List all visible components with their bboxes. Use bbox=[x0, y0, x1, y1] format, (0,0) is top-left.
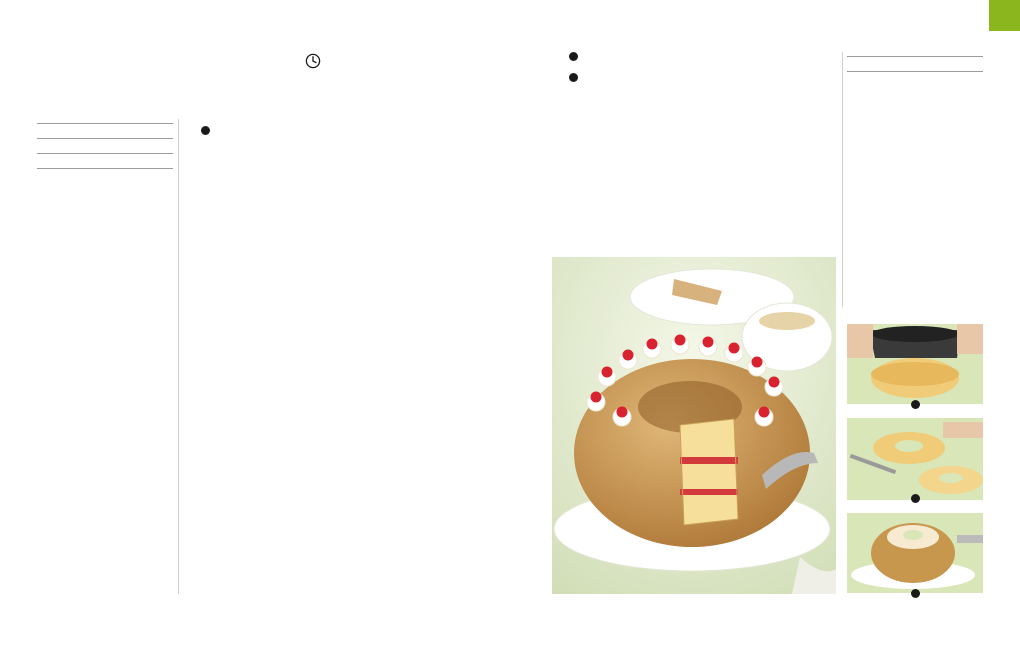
step-text bbox=[569, 73, 832, 88]
photo-marker-a bbox=[911, 400, 920, 409]
ingredients-list bbox=[37, 119, 173, 169]
step-8 bbox=[552, 52, 832, 67]
photo-marker-b bbox=[911, 494, 920, 503]
step-photo-coat-praline bbox=[847, 513, 983, 593]
extra-ingredients bbox=[847, 52, 983, 86]
step-text bbox=[569, 52, 832, 67]
per-slice-heading bbox=[847, 82, 983, 86]
photo-marker-c bbox=[911, 589, 920, 598]
step-photo-unmould bbox=[847, 324, 983, 404]
photo-ref-marker bbox=[201, 126, 210, 135]
column-divider bbox=[178, 119, 179, 594]
frankfurt-crown-photo bbox=[552, 257, 836, 594]
method-steps-left bbox=[184, 120, 474, 147]
method-steps-right bbox=[552, 52, 832, 94]
column-divider bbox=[842, 52, 843, 307]
step-photo-slice-layers bbox=[847, 418, 983, 500]
photo-ref-marker bbox=[569, 73, 578, 82]
step-text bbox=[201, 126, 474, 141]
corner-color-tab bbox=[989, 0, 1020, 31]
step-9 bbox=[552, 73, 832, 88]
step-4 bbox=[184, 126, 474, 141]
clock-icon bbox=[305, 53, 321, 69]
photo-ref-marker bbox=[569, 52, 578, 61]
praline-heading bbox=[37, 164, 173, 169]
